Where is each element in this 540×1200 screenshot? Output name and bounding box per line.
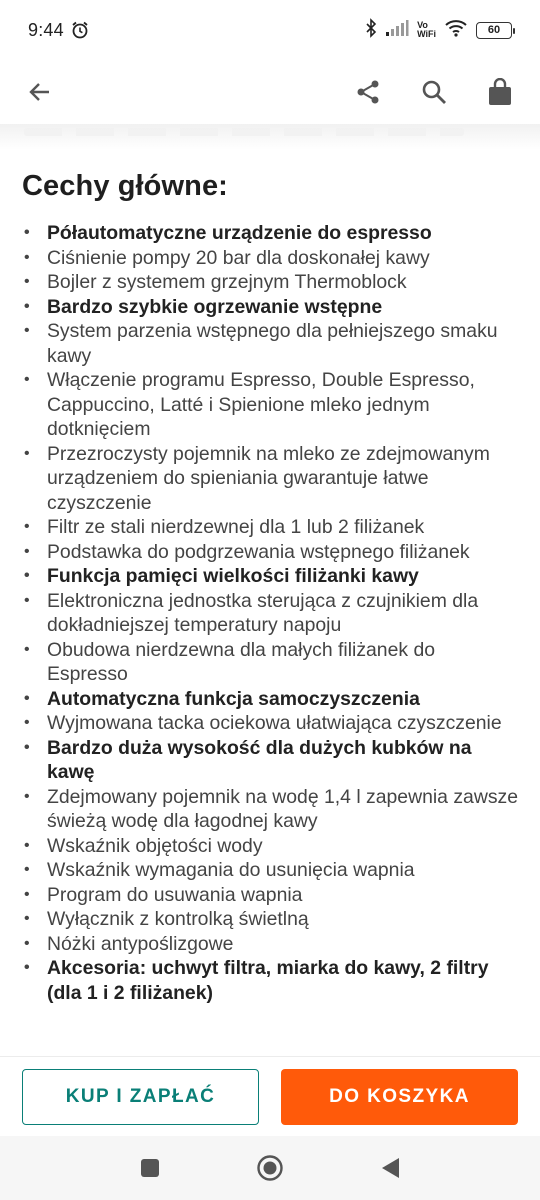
status-bar	[0, 0, 540, 60]
status-time: 9:44	[28, 19, 64, 40]
shopping-bag-icon[interactable]	[480, 72, 520, 112]
features-list	[22, 221, 518, 1005]
feature-item: • Wskaźnik wymagania do usunięcia wapnia	[22, 858, 518, 883]
feature-item: • Obudowa nierdzewna dla małych filiżanek do Espresso	[22, 638, 518, 687]
product-details	[0, 150, 540, 1005]
volte-label: Vo WiFi	[417, 20, 436, 39]
app-bar-actions	[348, 72, 520, 112]
feature-item: • Wskaźnik objętości wody	[22, 834, 518, 859]
scroll-shadow	[0, 124, 540, 150]
feature-item: • Ciśnienie pompy 20 bar dla doskonałej kawy	[22, 246, 518, 271]
feature-item: • Wyjmowana tacka ociekowa ułatwiająca czyszczenie	[22, 711, 518, 736]
alarm-icon	[70, 20, 90, 40]
signal-icon	[385, 19, 409, 42]
recents-square-icon[interactable]	[133, 1151, 167, 1185]
battery-icon	[476, 22, 512, 39]
feature-item: • Automatyczna funkcja samoczyszczenia	[22, 687, 518, 712]
feature-item: • Wyłącznik z kontrolką świetlną	[22, 907, 518, 932]
feature-item: • Filtr ze stali nierdzewnej dla 1 lub 2 filiżanek	[22, 515, 518, 540]
section-title: Cechy główne:	[22, 170, 228, 202]
share-icon[interactable]	[348, 72, 388, 112]
feature-item: • System parzenia wstępnego dla pełniejszego smaku kawy	[22, 319, 518, 368]
feature-item: • Funkcja pamięci wielkości filiżanki kawy	[22, 564, 518, 589]
bottom-action-bar	[0, 1056, 540, 1136]
feature-item: • Bardzo szybkie ogrzewanie wstępne	[22, 295, 518, 320]
feature-item: • Półautomatyczne urządzenie do espresso	[22, 221, 518, 246]
feature-item: • Bojler z systemem grzejnym Thermoblock	[22, 270, 518, 295]
bluetooth-icon	[365, 18, 377, 43]
feature-item: • Przezroczysty pojemnik na mleko ze zdejmowanym urządzeniem do spieniania gwarantuje łatwe czyszczenie	[22, 442, 518, 516]
feature-item: • Akcesoria: uchwyt filtra, miarka do kawy, 2 filtry (dla 1 i 2 filiżanek)	[22, 956, 518, 1005]
wifi-icon	[444, 19, 468, 42]
battery-level: 60	[487, 24, 501, 36]
add-to-cart-button[interactable]: DO KOSZYKA	[281, 1069, 518, 1125]
app-bar	[0, 60, 540, 124]
system-nav-bar	[0, 1136, 540, 1200]
status-icons	[365, 18, 512, 43]
search-icon[interactable]	[414, 72, 454, 112]
feature-item: • Zdejmowany pojemnik na wodę 1,4 l zapewnia zawsze świeżą wodę dla łagodnej kawy	[22, 785, 518, 834]
feature-item: • Nóżki antypoślizgowe	[22, 932, 518, 957]
back-arrow-icon[interactable]	[20, 72, 60, 112]
feature-item: • Podstawka do podgrzewania wstępnego filiżanek	[22, 540, 518, 565]
home-circle-icon[interactable]	[253, 1151, 287, 1185]
feature-item: • Elektroniczna jednostka sterująca z czujnikiem dla dokładniejszej temperatury napoju	[22, 589, 518, 638]
feature-item: • Bardzo duża wysokość dla dużych kubków na kawę	[22, 736, 518, 785]
shadow-gradient	[0, 124, 540, 150]
buy-now-button[interactable]: KUP I ZAPŁAĆ	[22, 1069, 259, 1125]
back-triangle-icon[interactable]	[373, 1151, 407, 1185]
feature-item: • Program do usuwania wapnia	[22, 883, 518, 908]
feature-item: • Włączenie programu Espresso, Double Espresso, Cappuccino, Latté i Spienione mleko jednym dotknięciem	[22, 368, 518, 442]
